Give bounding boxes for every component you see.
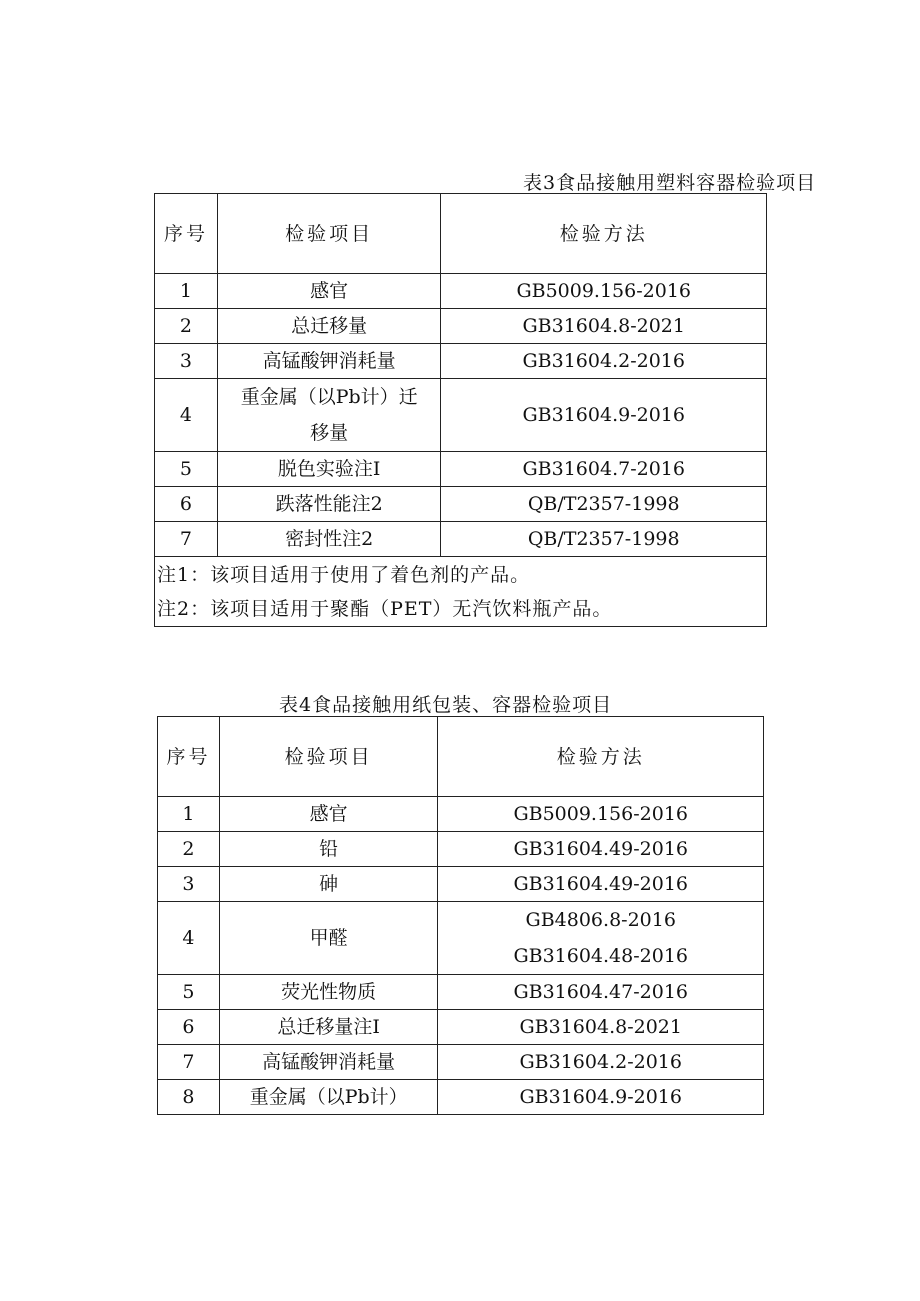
row-method: GB31604.7-2016 — [441, 452, 767, 487]
row-no: 4 — [155, 379, 218, 452]
table-row — [158, 975, 764, 1010]
row-item: 甲醛 — [219, 902, 438, 975]
row-no: 6 — [155, 487, 218, 522]
header-no: 序号 — [158, 717, 220, 797]
header-method: 检验方法 — [438, 717, 764, 797]
table-row — [155, 274, 767, 309]
row-item — [217, 379, 441, 452]
table-row — [158, 832, 764, 867]
row-method — [438, 902, 764, 975]
row-no: 2 — [158, 832, 220, 867]
row-no: 5 — [158, 975, 220, 1010]
header-no: 序号 — [155, 194, 218, 274]
table-header-row — [155, 194, 767, 274]
table-row — [158, 797, 764, 832]
row-item: 重金属（以Pb计） — [219, 1080, 438, 1115]
row-method: GB31604.2-2016 — [438, 1045, 764, 1080]
table-header-row — [158, 717, 764, 797]
row-no: 3 — [158, 867, 220, 902]
row-item: 总迁移量 — [217, 309, 441, 344]
row-method: GB31604.9-2016 — [438, 1080, 764, 1115]
row-method: GB31604.8-2021 — [441, 309, 767, 344]
row-method-line1: GB4806.8-2016 — [525, 909, 676, 931]
row-no: 1 — [155, 274, 218, 309]
note-2: 注2：该项目适用于聚酯（PET）无汽饮料瓶产品。 — [157, 597, 613, 620]
row-method: GB31604.49-2016 — [438, 867, 764, 902]
table-row — [155, 487, 767, 522]
table-row — [158, 1010, 764, 1045]
row-method: GB31604.9-2016 — [441, 379, 767, 452]
note-1: 注1：该项目适用于使用了着色剂的产品。 — [157, 563, 531, 586]
row-method: QB/T2357-1998 — [441, 522, 767, 557]
row-item: 铅 — [219, 832, 438, 867]
table-notes-row — [155, 557, 767, 627]
header-item: 检验项目 — [217, 194, 441, 274]
row-item: 总迁移量注I — [219, 1010, 438, 1045]
row-item: 砷 — [219, 867, 438, 902]
row-method: GB31604.8-2021 — [438, 1010, 764, 1045]
row-method: GB5009.156-2016 — [438, 797, 764, 832]
row-item: 高锰酸钾消耗量 — [219, 1045, 438, 1080]
row-no: 4 — [158, 902, 220, 975]
table-row — [155, 522, 767, 557]
row-method: GB5009.156-2016 — [441, 274, 767, 309]
row-item: 荧光性物质 — [219, 975, 438, 1010]
row-no: 1 — [158, 797, 220, 832]
table-row — [158, 1045, 764, 1080]
row-item: 高锰酸钾消耗量 — [217, 344, 441, 379]
table-row — [158, 902, 764, 975]
table-row — [158, 1080, 764, 1115]
table3 — [154, 193, 767, 627]
row-method: GB31604.49-2016 — [438, 832, 764, 867]
row-no: 2 — [155, 309, 218, 344]
table-row — [155, 309, 767, 344]
table-row — [158, 867, 764, 902]
row-item-line1: 重金属（以Pb计）迁 — [240, 386, 418, 408]
row-method: QB/T2357-1998 — [441, 487, 767, 522]
row-no: 7 — [158, 1045, 220, 1080]
row-item-line2: 移量 — [310, 422, 349, 444]
row-method: GB31604.47-2016 — [438, 975, 764, 1010]
table-row — [155, 344, 767, 379]
row-item: 跌落性能注2 — [217, 487, 441, 522]
row-no: 5 — [155, 452, 218, 487]
table-row — [155, 379, 767, 452]
table-row — [155, 452, 767, 487]
table4 — [157, 716, 764, 1115]
table4-caption: 表4食品接触用纸包装、容器检验项目 — [279, 694, 613, 716]
header-item: 检验项目 — [219, 717, 438, 797]
table-notes — [155, 557, 767, 627]
row-no: 7 — [155, 522, 218, 557]
row-method-line2: GB31604.48-2016 — [513, 945, 689, 967]
table3-caption: 表3食品接触用塑料容器检验项目 — [523, 172, 817, 194]
row-no: 3 — [155, 344, 218, 379]
row-no: 6 — [158, 1010, 220, 1045]
row-no: 8 — [158, 1080, 220, 1115]
row-item: 密封性注2 — [217, 522, 441, 557]
row-item: 感官 — [217, 274, 441, 309]
row-item: 脱色实验注I — [217, 452, 441, 487]
row-item: 感官 — [219, 797, 438, 832]
header-method: 检验方法 — [441, 194, 767, 274]
row-method: GB31604.2-2016 — [441, 344, 767, 379]
